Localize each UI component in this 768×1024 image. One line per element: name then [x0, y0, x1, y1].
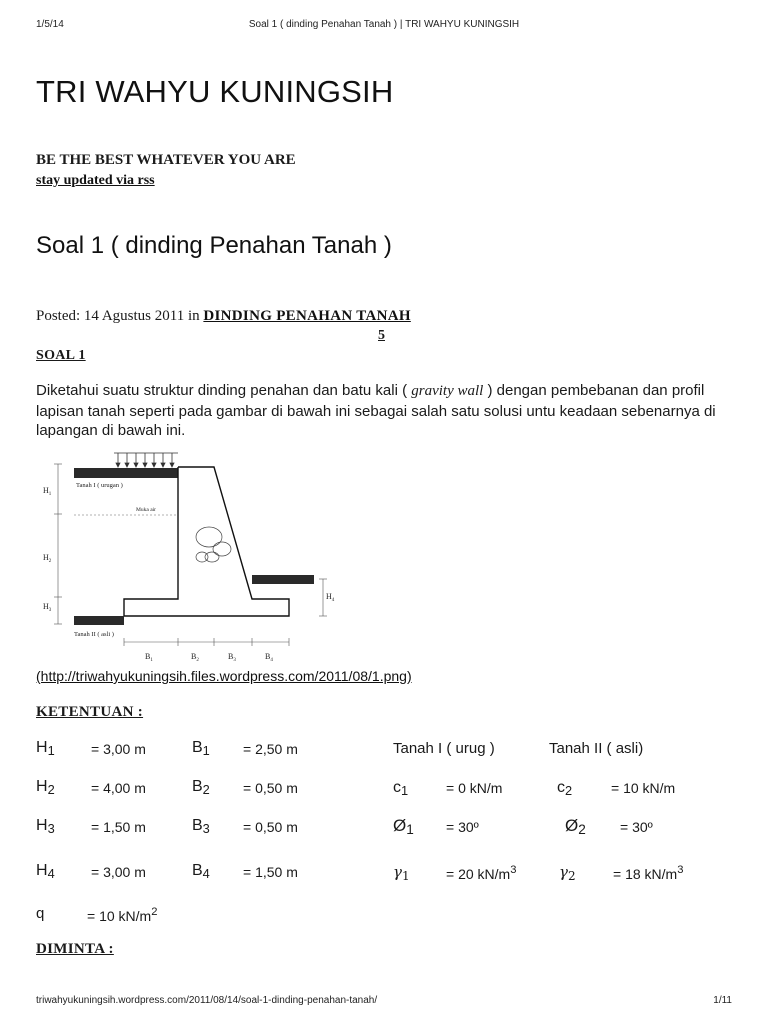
param-gamma1-symbol: $\gamma_1$ [393, 863, 410, 883]
param-h3-value: = 1,50 m [91, 819, 146, 835]
gravity-wall-term: gravity wall [411, 383, 484, 399]
param-phi1-value: = 30º [446, 819, 479, 835]
param-c1-value: = 0 kN/m [446, 780, 503, 796]
param-c1-symbol: $c_1$ [393, 779, 409, 798]
ketentuan-heading: KETENTUAN : [36, 704, 144, 720]
label-h4: $H_4$ [326, 592, 335, 603]
param-b1-value: = 2,50 m [243, 741, 298, 757]
print-title: Soal 1 ( dinding Penahan Tanah ) | TRI WAHYU KUNINGSIH [248, 19, 520, 30]
param-b3-symbol: $B_3$ [192, 817, 210, 836]
label-muka-air: Muka air [136, 507, 157, 513]
label-b2: $B_2$ [191, 652, 199, 663]
param-h2-value: = 4,00 m [91, 780, 146, 796]
site-tagline: BE THE BEST WHATEVER YOU ARE [36, 152, 296, 168]
param-h4-value: = 3,00 m [91, 864, 146, 880]
param-q-value: = 10 $kN/m^2$ [87, 906, 158, 924]
param-h4-symbol: $H_4$ [36, 862, 55, 881]
param-c2-value: = 10 kN/m [611, 780, 676, 796]
retaining-wall-figure[interactable] [36, 449, 336, 665]
param-gamma2-symbol: $\gamma_2$ [559, 863, 576, 883]
param-phi1-symbol: $Ø_1$ [393, 816, 414, 837]
param-b2-symbol: $B_2$ [192, 778, 210, 797]
param-h2-symbol: $H_2$ [36, 778, 55, 797]
native-soil-layer [74, 616, 124, 625]
param-b4-value: = 1,50 m [243, 864, 298, 880]
backfill-layer [74, 468, 178, 478]
comment-count-link[interactable]: 5 [378, 328, 385, 343]
label-b3: $B_3$ [228, 652, 236, 663]
stone-sketch [196, 527, 231, 562]
image-link[interactable]: (http://triwahyukuningsih.files.wordpress.com/2011/08/1.png) [36, 668, 412, 684]
tanah1-heading: Tanah I ( urug ) [393, 740, 495, 757]
param-phi2-value: = 30º [620, 819, 653, 835]
category-link[interactable]: DINDING PENAHAN TANAH [203, 308, 411, 324]
param-gamma1-value: = 20 $kN/m^3$ [446, 864, 517, 882]
label-h1: $H_1$ [43, 486, 52, 497]
site-title[interactable]: TRI WAHYU KUNINGSIH [36, 74, 394, 109]
param-c2-symbol: $c_2$ [557, 779, 573, 798]
problem-paragraph: Diketahui suatu struktur dinding penahan dan batu kali ( gravity wall ) dengan pembebanan dan profil lapisan tanah seperti pada gambar di bawah ini sebagai salah satu solusi untu keadaan sebenarnya di lapangan di bawah ini. [36, 382, 716, 439]
param-b4-symbol: $B_4$ [192, 862, 210, 881]
posted-date: Posted: 14 Agustus 2011 in [36, 308, 200, 324]
param-h1-symbol: $H_1$ [36, 739, 55, 758]
footer-page-number: 1/11 [713, 995, 732, 1006]
gravity-wall-outline [124, 467, 289, 616]
label-b1: $B_1$ [145, 652, 153, 663]
label-h3: $H_3$ [43, 602, 52, 613]
print-date: 1/5/14 [36, 19, 64, 30]
surcharge-load-arrows [114, 453, 178, 467]
param-q-symbol: q [36, 905, 45, 922]
footer-url: triwahyukuningsih.wordpress.com/2011/08/14/soal-1-dinding-penahan-tanah/ [36, 995, 378, 1006]
diminta-heading: DIMINTA : [36, 941, 114, 957]
label-tanah-asli: Tanah II ( asli ) [74, 631, 114, 638]
front-soil-layer [252, 575, 314, 584]
post-title: Soal 1 ( dinding Penahan Tanah ) [36, 232, 392, 259]
param-b3-value: = 0,50 m [243, 819, 298, 835]
param-h1-value: = 3,00 m [91, 741, 146, 757]
param-b1-symbol: $B_1$ [192, 739, 210, 758]
param-phi2-symbol: $Ø_2$ [565, 816, 586, 837]
label-h2: $H_2$ [43, 553, 52, 564]
param-b2-value: = 0,50 m [243, 780, 298, 796]
tanah2-heading: Tanah II ( asli) [549, 740, 644, 757]
rss-link[interactable]: stay updated via rss [36, 173, 155, 188]
soal-heading: SOAL 1 [36, 348, 86, 363]
label-tanah-urugan: Tanah I ( urugan ) [76, 482, 123, 489]
param-h3-symbol: $H_3$ [36, 817, 55, 836]
post-meta [36, 308, 411, 325]
label-b4: $B_4$ [265, 652, 273, 663]
param-gamma2-value: = 18 $kN/m^3$ [613, 864, 684, 882]
